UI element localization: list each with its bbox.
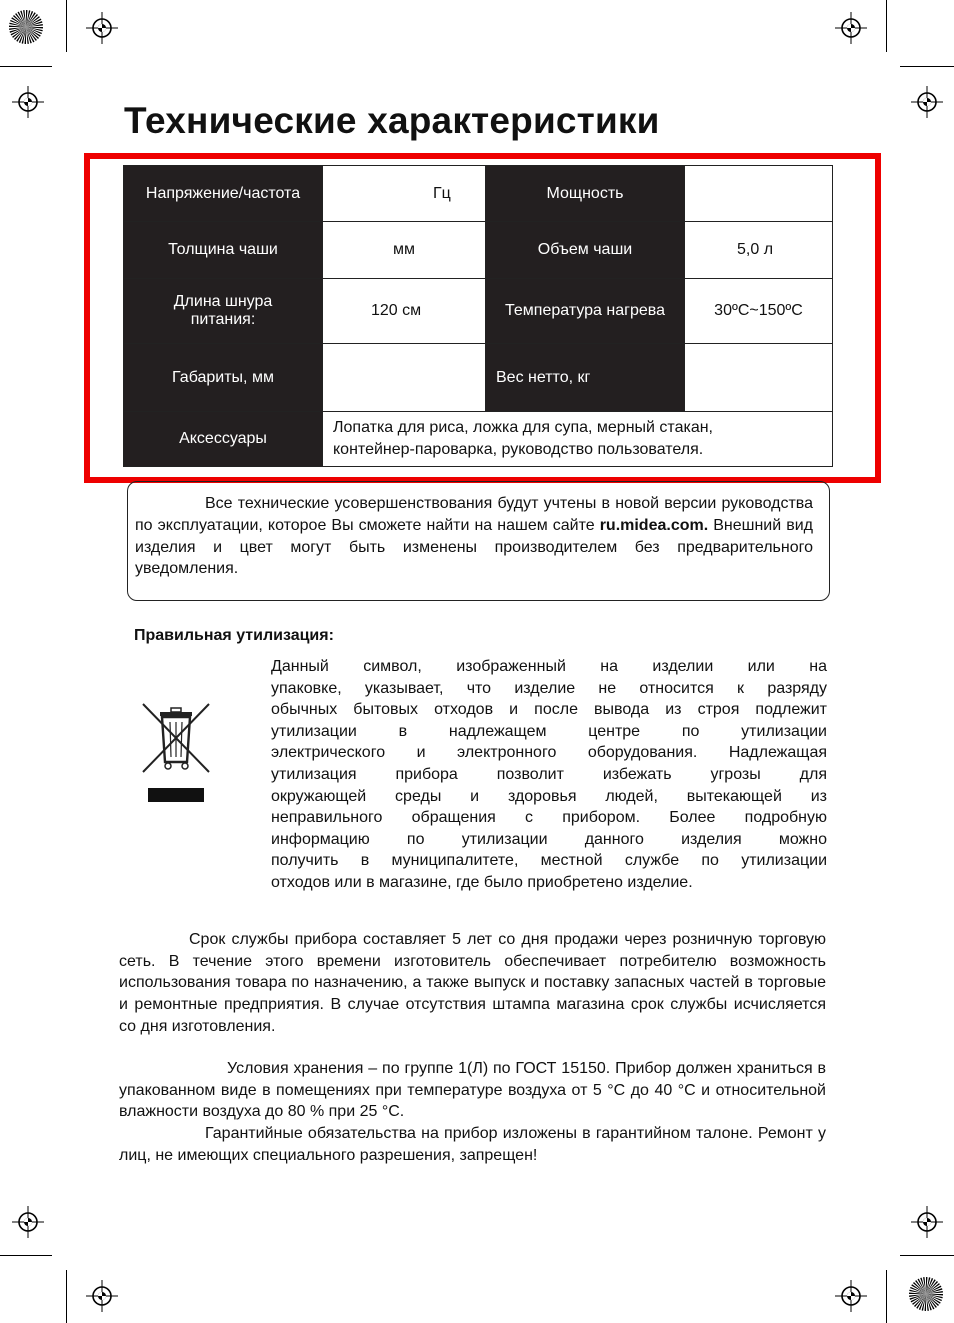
spec-value: 120 см xyxy=(323,279,486,344)
registration-mark-icon xyxy=(835,12,867,44)
disposal-line: информацию по утилизации данного изделия можно xyxy=(271,830,827,848)
disposal-line: отходов или в магазине, где было приобретено изделие. xyxy=(271,873,693,891)
registration-mark-icon xyxy=(911,1206,943,1238)
accessories-line: контейнер-пароварка, руководство пользователя. xyxy=(333,441,704,458)
spec-label: Вес нетто, кг xyxy=(486,344,685,412)
disposal-heading: Правильная утилизация: xyxy=(134,627,334,644)
registration-mark-icon xyxy=(911,86,943,118)
disposal-line: окружающей среды и здоровья людей, вытекающей из xyxy=(271,787,827,805)
registration-mark-icon xyxy=(835,1280,867,1312)
registration-mark-icon xyxy=(12,86,44,118)
spec-label: Напряжение/частота xyxy=(124,166,323,222)
disposal-line: неправильного обращения с прибором. Более подробную xyxy=(271,809,827,827)
star-target-icon xyxy=(8,9,44,45)
notice-text: Все технические усовершенствования будут учтены в новой версии руководства по эксплуатации, которое Вы сможете найти на нашем сайте xyxy=(135,495,813,534)
registration-mark-icon xyxy=(86,1280,118,1312)
warranty-paragraph: Гарантийные обязательства на прибор изложены в гарантийном талоне. Ремонт у лиц, не имеющих специального разрешения, запрещен! xyxy=(119,1125,826,1164)
crop-mark xyxy=(0,1255,52,1256)
disposal-line: обычных бытовых отходов и после вывода из строя подлежит xyxy=(271,701,827,719)
disposal-line: упаковке, указывает, что изделие не относится к разряду xyxy=(271,679,827,697)
spec-label: Габариты, мм xyxy=(124,344,323,412)
spec-label: Длина шнура питания: xyxy=(124,279,323,344)
spec-value: мм xyxy=(323,222,486,279)
spec-value: 30ºC~150ºC xyxy=(685,279,833,344)
highlight-frame xyxy=(84,153,881,483)
spec-label: Температура нагрева xyxy=(486,279,685,344)
registration-mark-icon xyxy=(86,12,118,44)
crop-mark xyxy=(886,1270,887,1323)
spec-label: Объем чаши xyxy=(486,222,685,279)
spec-label: Толщина чаши xyxy=(124,222,323,279)
disposal-line: утилизации в надлежащем центре по утилизации xyxy=(271,722,827,740)
disposal-line: Данный символ, изображенный на изделии или на xyxy=(271,658,827,675)
spec-value: 5,0 л xyxy=(685,222,833,279)
crop-mark xyxy=(66,1270,67,1323)
crop-mark xyxy=(900,66,954,67)
disposal-line: электрического и электронного оборудования. Надлежащая xyxy=(271,744,827,762)
storage-paragraph: Условия хранения – по группе 1(Л) по ГОСТ 15150. Прибор должен храниться в упакованном виде в помещениях при температуре воздуха от 5 °С до 40 °С и относительной влажности воздуха до 80 % при 25 °С. xyxy=(119,1060,826,1121)
crop-mark xyxy=(0,66,52,67)
notice-text: Внешний вид изделия и цвет могут быть изменены производителем без предварительного уведомления. xyxy=(135,516,813,578)
notice-box xyxy=(127,481,830,601)
page-title: Технические характеристики xyxy=(124,100,660,141)
crop-mark xyxy=(66,0,67,52)
spec-label: Мощность xyxy=(486,166,685,222)
crop-mark xyxy=(900,1255,954,1256)
accessories-line: Лопатка для риса, ложка для супа, мерный стакан, xyxy=(333,419,713,436)
service-life-paragraph: Срок службы прибора составляет 5 лет со дня продажи через розничную торговую сеть. В течение этого времени изготовитель обеспечивает потребителю возможность использования товара по назначению, а также выпуск и поставку запасных частей в торговые и ремонтные предприятия. В случае отсутствия штампа магазина срок службы исчисляется со дня изготовления. xyxy=(119,931,826,1035)
crossed-bin-icon xyxy=(140,702,212,802)
spec-label: Аксессуары xyxy=(124,412,323,467)
registration-mark-icon xyxy=(12,1206,44,1238)
disposal-line: утилизация прибора позволит избежать угрозы для xyxy=(271,765,827,783)
star-target-icon xyxy=(908,1276,944,1312)
disposal-text xyxy=(271,656,827,894)
crop-mark xyxy=(886,0,887,52)
disposal-line: получить в муниципалитете, местной службе по утилизации xyxy=(271,852,827,870)
spec-value: Гц xyxy=(323,166,486,222)
website-link: ru.midea.com. xyxy=(599,516,709,534)
